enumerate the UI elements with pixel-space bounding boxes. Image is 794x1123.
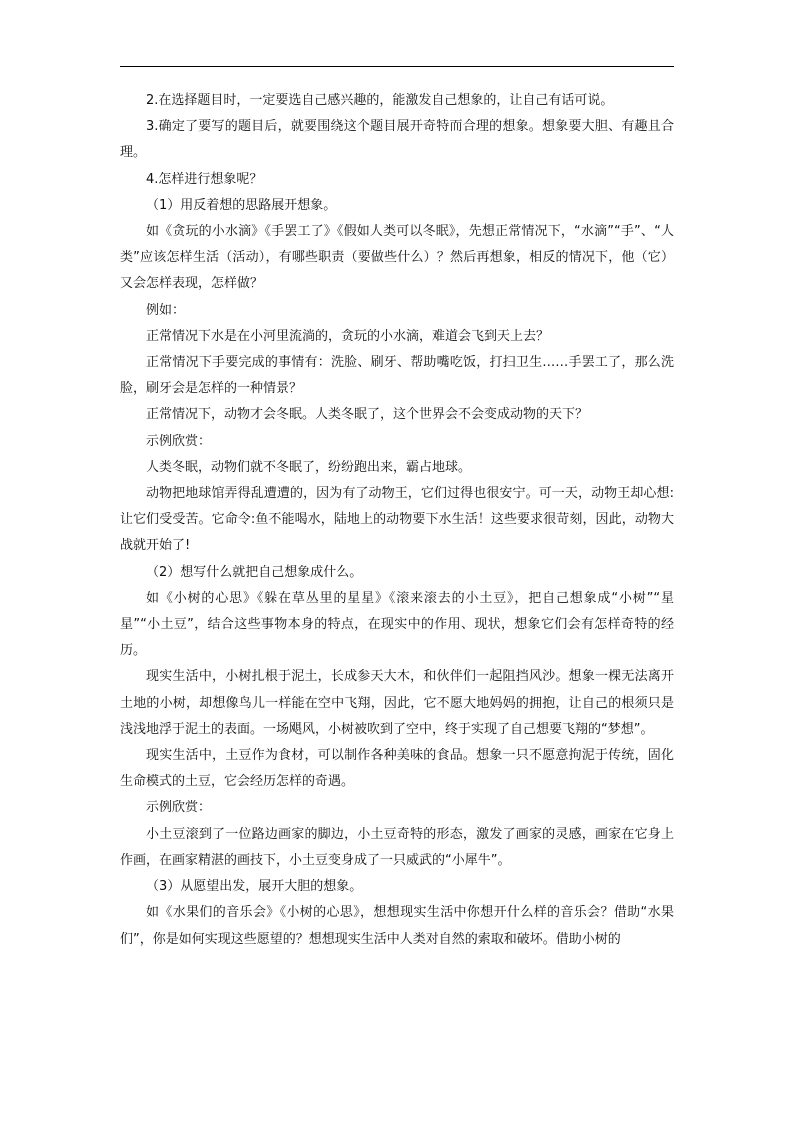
paragraph-method-2-heading: （2）想写什么就把自己想象成什么。 (146, 564, 363, 580)
paragraph-tip-3: 3.确定了要写的题目后，就要围绕这个题目展开奇特而合理的想象。想象要大胆、有趣且合理。 (120, 119, 674, 161)
paragraph-showcase-label-2: 示例欣赏： (146, 800, 212, 816)
paragraph-showcase-label-1: 示例欣赏： (146, 433, 212, 449)
paragraph-showcase-2: 小土豆滚到了一位路边画家的脚边，小土豆奇特的形态，激发了画家的灵感，画家在它身上作画，在画家精湛的画技下，小土豆变身成了一只威武的“小犀牛”。 (120, 826, 674, 868)
paragraph-example-hands: 正常情况下手要完成的事情有：洗脸、刷牙、帮助嘴吃饭，打扫卫生……手罢工了，那么洗脸，刷牙会是怎样的一种情景？ (120, 355, 674, 397)
paragraph-example-hibernate: 正常情况下，动物才会冬眠。人类冬眠了，这个世界会不会变成动物的天下？ (146, 407, 589, 423)
paragraph-potato: 现实生活中，土豆作为食材，可以制作各种美味的食品。想象一只不愿意拘泥于传统，固化生命模式的土豆，它会经历怎样的奇遇。 (120, 748, 674, 790)
paragraph-method-1-intro: 如《贪玩的小水滴》《手罢工了》《假如人类可以冬眠》，先想正常情况下，“水滴”“手”、“人类”应该怎样生活（活动），有哪些职责（要做些什么）？然后再想象，相反的情况下，他（它）又会怎样表现，怎样做？ (120, 224, 674, 292)
paragraph-method-1-heading: （1）用反着想的思路展开想象。 (146, 197, 337, 213)
paragraph-tree: 现实生活中，小树扎根于泥土，长成参天大木，和伙伴们一起阻挡风沙。想象一棵无法离开土地的小树，却想像鸟儿一样能在空中飞翔，因此，它不愿大地妈妈的拥抱，让自己的根须只是浅浅地浮于泥土的表面。一场飓风，小树被吹到了空中，终于实现了自己想要飞翔的“梦想”。 (120, 669, 674, 737)
paragraph-example-label: 例如： (146, 302, 186, 318)
paragraph-method-3-heading: （3）从愿望出发，展开大胆的想象。 (146, 879, 363, 895)
paragraph-example-water: 正常情况下水是在小河里流淌的，贪玩的小水滴，难道会飞到天上去？ (146, 328, 550, 344)
paragraph-tip-2: 2.在选择题目时，一定要选自己感兴趣的，能激发自己想象的，让自己有话可说。 (146, 93, 614, 108)
paragraph-tip-4-heading: 4.怎样进行想象呢？ (146, 171, 263, 187)
header-rule (120, 66, 674, 67)
paragraph-method-3-intro: 如《水果们的音乐会》《小树的心思》，想想现实生活中你想开什么样的音乐会？借助“水果们”，你是如何实现这些愿望的？想想现实生活中人类对自然的索取和破坏。借助小树的 (120, 905, 674, 947)
document-body (120, 88, 674, 953)
paragraph-showcase-1b: 动物把地球馆弄得乱遭遭的，因为有了动物王，它们过得也很安宁。可一天，动物王却心想:让它们受受苦。它命令:鱼不能喝水，陆地上的动物要下水生活！这些要求很苛刻，因此，动物大战就开始了! (120, 486, 674, 554)
paragraph-method-2-intro: 如《小树的心思》《躲在草丛里的星星》《滚来滚去的小土豆》，把自己想象成“小树”“星星”“小土豆”，结合这些事物本身的特点，在现实中的作用、现状，想象它们会有怎样奇特的经历。 (120, 590, 674, 659)
paragraph-showcase-1a: 人类冬眠，动物们就不冬眠了，纷纷跑出来，霸占地球。 (146, 459, 472, 475)
